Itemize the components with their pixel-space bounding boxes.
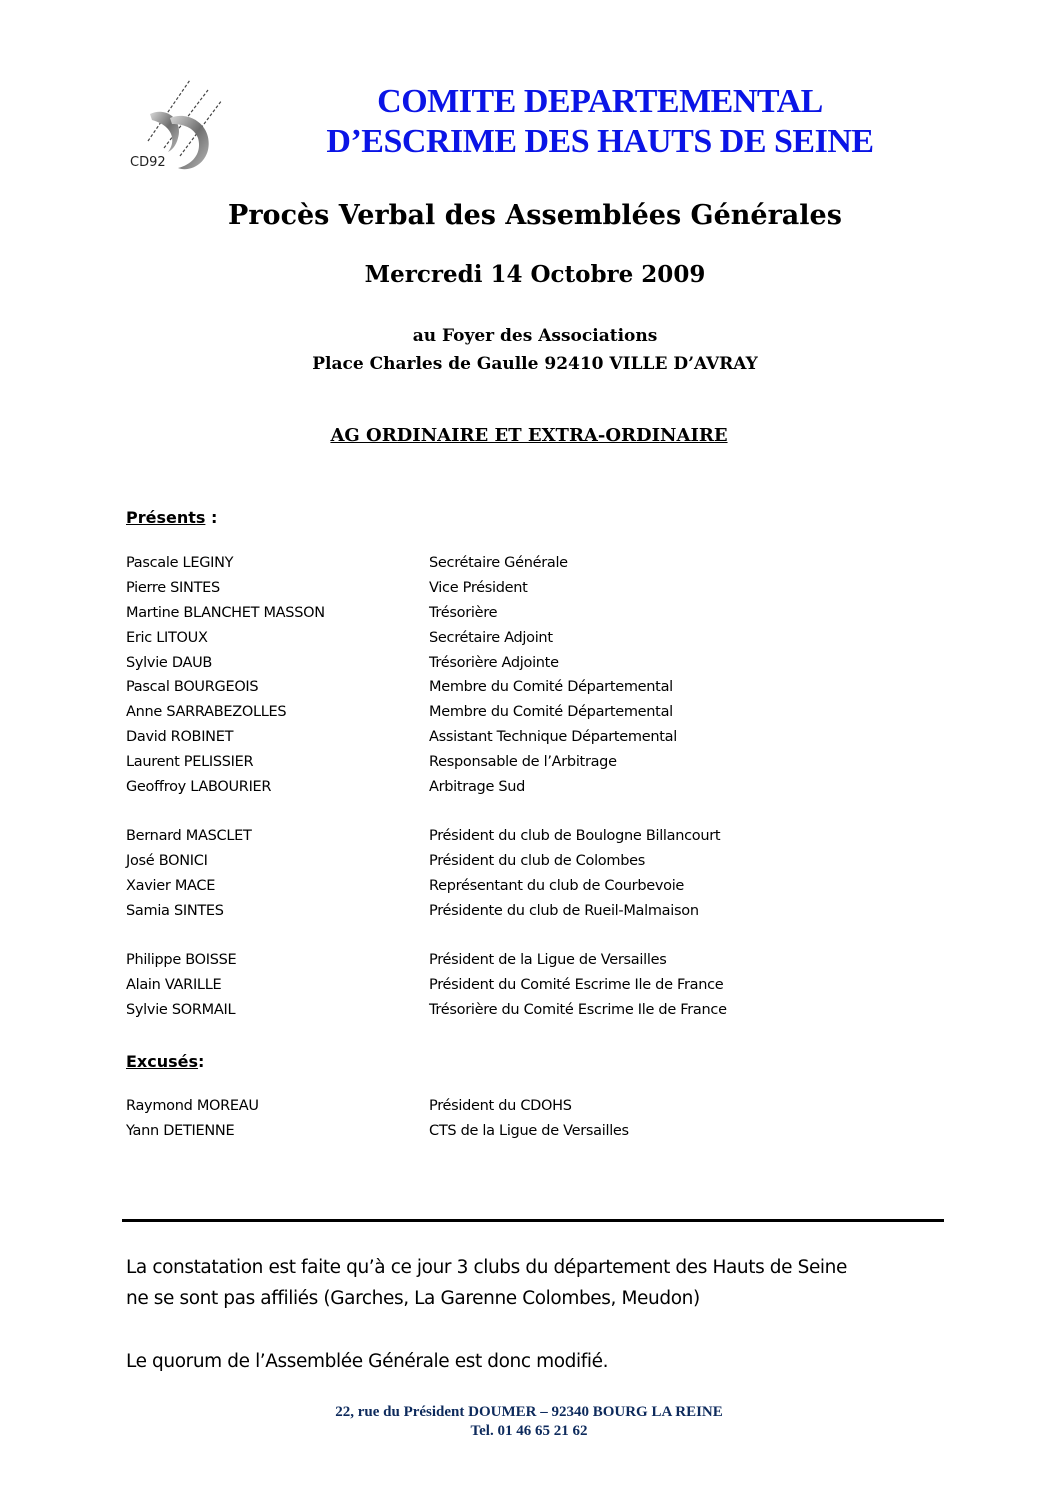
attendee-name: Martine BLANCHET MASSON — [126, 604, 325, 621]
logo-text: CD92 — [130, 155, 166, 170]
attendee-role: Arbitrage Sud — [429, 778, 526, 795]
org-title-line2: D’ESCRIME DES HAUTS DE SEINE — [326, 123, 874, 160]
attendee-row — [126, 725, 846, 750]
footer-phone: Tel. 01 46 65 21 62 — [470, 1423, 588, 1439]
excuses-heading — [126, 1052, 204, 1071]
attendee-name: Sylvie SORMAIL — [126, 1001, 236, 1018]
attendee-role: Président du club de Boulogne Billancourt — [429, 828, 721, 845]
footer-address: 22, rue du Président DOUMER – 92340 BOURG LA REINE — [335, 1404, 723, 1420]
attendee-role: Membre du Comité Départemental — [429, 704, 673, 721]
fencing-logo-icon — [128, 66, 228, 176]
attendee-role: Trésorière — [429, 604, 498, 621]
attendee-role: Président du club de Colombes — [429, 853, 645, 870]
attendee-name: Pascale LEGINY — [126, 555, 234, 572]
venue-line1: au Foyer des Associations — [412, 326, 658, 346]
attendee-name: Laurent PELISSIER — [126, 753, 254, 770]
attendee-role: Secrétaire Adjoint — [429, 629, 553, 646]
attendee-row — [126, 998, 846, 1023]
attendee-row — [126, 1094, 846, 1119]
attendee-role: CTS de la Ligue de Versailles — [429, 1123, 629, 1140]
attendee-name: Bernard MASCLET — [126, 828, 252, 845]
attendee-row — [126, 625, 846, 650]
affiliation-line2: ne se sont pas affiliés (Garches, La Garenne Colombes, Meudon) — [126, 1288, 700, 1309]
attendee-row — [126, 874, 846, 899]
attendee-row — [126, 774, 846, 799]
attendee-role: Membre du Comité Départemental — [429, 679, 673, 696]
presents-group-clubs — [126, 824, 846, 923]
org-title-line1: COMITE DEPARTEMENTAL — [377, 83, 823, 120]
excuses-list — [126, 1094, 846, 1144]
attendee-role: Président de la Ligue de Versailles — [429, 952, 667, 969]
attendee-name: Yann DETIENNE — [126, 1123, 235, 1140]
attendee-role: Secrétaire Générale — [429, 555, 568, 572]
presents-suffix: : — [205, 508, 218, 527]
attendee-row — [126, 898, 846, 923]
attendee-name: Alain VARILLE — [126, 977, 222, 994]
attendee-row — [126, 948, 846, 973]
attendee-name: Sylvie DAUB — [126, 654, 213, 671]
affiliation-paragraph — [126, 1252, 986, 1314]
attendee-row — [126, 1119, 846, 1144]
attendee-role: Président du CDOHS — [429, 1098, 572, 1115]
footer — [0, 1403, 1058, 1441]
document-title: Procès Verbal des Assemblées Générales — [228, 200, 842, 231]
attendee-role: Trésorière Adjointe — [429, 654, 559, 671]
attendee-role: Responsable de l’Arbitrage — [429, 753, 617, 770]
attendee-row — [126, 650, 846, 675]
affiliation-line1: La constatation est faite qu’à ce jour 3 clubs du département des Hauts de Seine — [126, 1257, 847, 1278]
cd92-logo — [128, 66, 228, 176]
attendee-name: David ROBINET — [126, 728, 234, 745]
attendee-name: Raymond MOREAU — [126, 1098, 259, 1115]
presents-group-league — [126, 948, 846, 1022]
attendee-row — [126, 824, 846, 849]
attendee-name: José BONICI — [126, 853, 208, 870]
attendee-role: Trésorière du Comité Escrime Ile de France — [429, 1001, 727, 1018]
attendee-name: Xavier MACE — [126, 877, 216, 894]
attendee-row — [126, 601, 846, 626]
org-title — [250, 82, 950, 162]
attendee-role: Vice Président — [429, 580, 528, 597]
attendee-role: Présidente du club de Rueil-Malmaison — [429, 902, 699, 919]
meeting-type: AG ORDINAIRE ET EXTRA-ORDINAIRE — [330, 425, 728, 446]
presents-label: Présents — [126, 508, 206, 527]
quorum-paragraph: Le quorum de l’Assemblée Générale est donc modifié. — [126, 1351, 609, 1372]
attendee-name: Eric LITOUX — [126, 629, 208, 646]
attendee-role: Président du Comité Escrime Ile de France — [429, 977, 724, 994]
venue — [6, 322, 1058, 378]
presents-heading — [126, 508, 217, 527]
venue-line2: Place Charles de Gaulle 92410 VILLE D’AVRAY — [312, 354, 758, 374]
attendee-role: Assistant Technique Départemental — [429, 728, 677, 745]
attendee-name: Pascal BOURGEOIS — [126, 679, 259, 696]
attendee-name: Geoffroy LABOURIER — [126, 778, 272, 795]
attendee-row — [126, 551, 846, 576]
presents-group-board — [126, 551, 846, 799]
attendee-name: Pierre SINTES — [126, 580, 220, 597]
attendee-row — [126, 749, 846, 774]
attendee-row — [126, 576, 846, 601]
attendee-row — [126, 675, 846, 700]
section-divider — [122, 1219, 944, 1222]
attendee-row — [126, 973, 846, 998]
excuses-label: Excusés — [126, 1052, 199, 1071]
attendee-row — [126, 700, 846, 725]
attendee-role: Représentant du club de Courbevoie — [429, 877, 685, 894]
attendee-name: Anne SARRABEZOLLES — [126, 704, 287, 721]
excuses-suffix: : — [198, 1052, 205, 1071]
attendee-name: Samia SINTES — [126, 902, 224, 919]
attendee-row — [126, 849, 846, 874]
attendee-name: Philippe BOISSE — [126, 952, 237, 969]
meeting-date: Mercredi 14 Octobre 2009 — [364, 261, 706, 288]
